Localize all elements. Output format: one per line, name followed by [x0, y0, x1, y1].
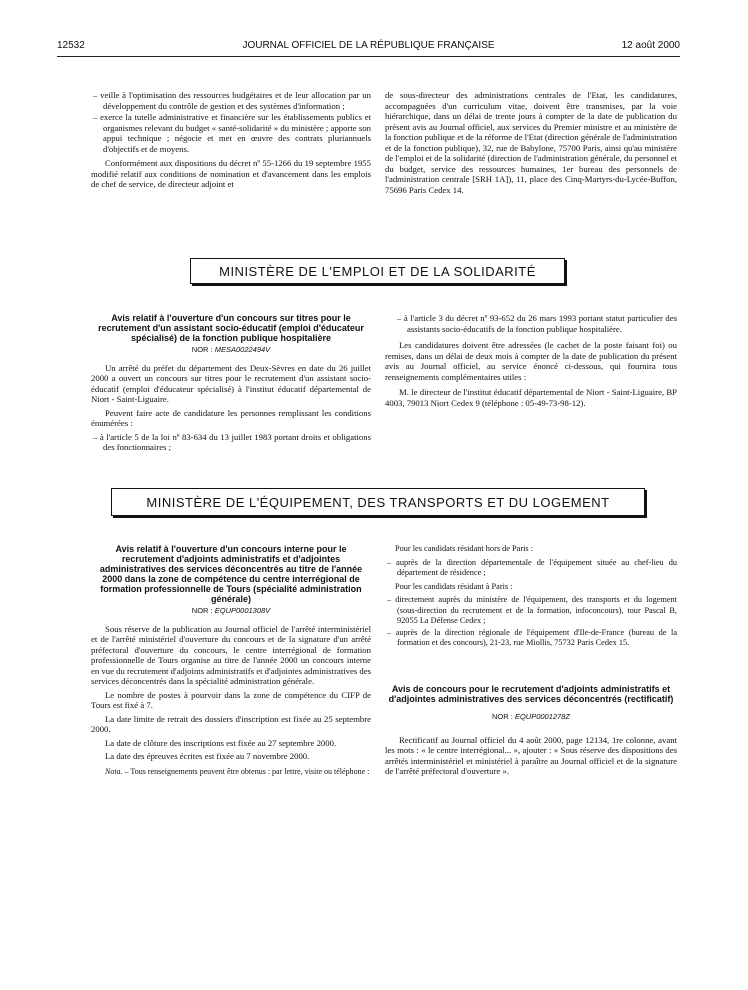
ministry-banner-emploi: [190, 258, 565, 284]
note: Nota. – Tous renseignements peuvent être obtenus : par lettre, visite ou téléphone :: [105, 766, 370, 776]
top-left-column: [91, 90, 371, 193]
notice-title: Avis relatif à l'ouverture d'un concours sur titres pour le recrutement d'un assistant socio-éducatif (emploi d'éducateur spécialisé) de la fonction publique hospitalière: [98, 313, 364, 343]
paragraph: La date limite de retrait des dossiers d'inscription est fixée au 25 septembre 2000.: [91, 713, 371, 734]
paragraph: Le nombre de postes à pourvoir dans la zone de compétence du CIFP de Tours est fixé à 7.: [91, 689, 371, 710]
issue-date: 12 août 2000: [621, 40, 680, 51]
list-item: – à l'article 3 du décret nº 93-652 du 26 mars 1993 portant statut particulier des assistants socio-éducatifs de la fonction publique hospitalière.: [397, 313, 677, 334]
ministry-title: MINISTÈRE DE L'EMPLOI ET DE LA SOLIDARITÉ: [219, 263, 536, 279]
list-item: – veille à l'optimisation des ressources budgétaires et de leur allocation par un développement du contrôle de gestion et des systèmes d'information ;: [93, 90, 371, 111]
notice-title: Avis de concours pour le recrutement d'adjoints administratifs et d'adjointes administratives des services déconcentrés (rectificatif): [388, 684, 674, 704]
ministry-title: MINISTÈRE DE L'ÉQUIPEMENT, DES TRANSPORTS ET DU LOGEMENT: [146, 494, 610, 510]
paragraph: M. le directeur de l'institut éducatif départemental de Niort - Saint-Liguaire, BP 4003, 79013 Niort Cedex 9 (téléphone : 05-49-73-98-12).: [385, 387, 677, 408]
nor-reference: NOR : EQUP0001308V: [191, 606, 271, 615]
section2-right-column: [385, 544, 677, 650]
list-item: – exerce la tutelle administrative et financière sur les établissements publics et organismes relevant du budget « santé-solidarité » du ministère ; apporte son appui technique ; négocie et met en œuvre des contrats pluriannuels d'objectifs et de moyens.: [93, 112, 371, 154]
notice-title: Avis relatif à l'ouverture d'un concours interne pour le recrutement d'adjoints administratifs et d'adjointes administratives des services déconcentrés au titre de l'année 2000 dans la zone de compétence du centre interrégional de formation professionnelle de Tours (spécialité administration générale): [99, 544, 363, 604]
list-item: – auprès de la direction régionale de l'équipement d'Ile-de-France (bureau de la formation et des concours), 21-23, rue Miollis, 75732 Paris Cedex 15.: [387, 627, 677, 647]
paragraph: La date des épreuves écrites est fixée au 7 novembre 2000.: [105, 751, 310, 761]
nor-reference: NOR : EQUP0001278Z: [492, 712, 570, 721]
section1-right-column: [385, 313, 677, 411]
section1-left-column: [91, 313, 371, 454]
page-header: [57, 40, 680, 56]
paragraph: Sous réserve de la publication au Journal officiel de l'arrêté interministériel et de l'arrêté ministériel d'ouverture du concours et de la signature d'un arrêté préfectoral d'ouverture du concours, le centre interrégional de formation professionnelle de Tours organise au titre de l'année 2000 un concours interne en vue du recrutement d'adjoints administratifs et d'adjointes administratives des services déconcentrés dans la spécialité administration générale.: [91, 623, 371, 686]
nor-reference: NOR : MESA0022494V: [191, 345, 271, 354]
journal-title: JOURNAL OFFICIEL DE LA RÉPUBLIQUE FRANÇAISE: [242, 40, 495, 51]
list-item: – auprès de la direction départementale de l'équipement située au chef-lieu du département de résidence ;: [387, 557, 677, 577]
list-item: – directement auprès du ministère de l'équipement, des transports et du logement (sous-direction du recrutement et de la formation, infoconcours), tour Pascal B, 92055 La Défense Cedex ;: [387, 595, 677, 625]
paragraph: Pour les candidats résidant hors de Paris :: [395, 544, 534, 553]
section3-column: [385, 684, 677, 780]
paragraph: Conformément aux dispositions du décret nº 55-1266 du 19 septembre 1955 modifié relatif aux conditions de nomination et d'avancement dans les emplois de chef de service, de directeur adjoint et: [91, 158, 371, 189]
ministry-banner-equipement: [111, 488, 645, 516]
header-rule: [57, 56, 680, 57]
paragraph: Pour les candidats résidant à Paris :: [395, 581, 513, 591]
paragraph: de sous-directeur des administrations centrales de l'Etat, les candidatures, accompagnées d'un curriculum vitae, doivent être transmises, par la voie hiérarchique, dans un délai de trente jours à compter de la date de publication du présent avis au Journal officiel, aux services du Premier ministre et au ministère de la fonction publique et de la réforme de l'Etat (direction générale de l'administration et de la fonction publique), 32, rue de Babylone, 75700 Paris, ainsi qu'au ministère de l'emploi et de la solidarité (direction de l'administration générale, du personnel et du budget, service des ressources humaines, 1er bureau des personnels de l'administration centrale [SRH 1A]), 11, place des Cinq-Martyrs-du-Lycée-Buffon, 75696 Paris Cedex 14.: [385, 90, 677, 195]
top-right-column: [385, 90, 677, 198]
paragraph: Un arrêté du préfet du département des Deux-Sèvres en date du 26 juillet 2000 a ouvert un concours sur titres pour le recrutement d'un assistant socio-éducatif (emploi d'éducateur spécialisé) à l'institut éducatif départemental de Niort - Saint-Liguaire.: [91, 362, 371, 404]
section2-left-column: [91, 544, 371, 780]
paragraph: Peuvent faire acte de candidature les personnes remplissant les conditions énumérées :: [91, 407, 371, 428]
paragraph: La date de clôture des inscriptions est fixée au 27 septembre 2000.: [105, 737, 337, 748]
paragraph: Rectificatif au Journal officiel du 4 août 2000, page 12134, 1re colonne, avant les mots : « le centre interrégional... », ajouter : « Sous réserve des dispositions des arrêtés interministériel et ministériel à paraître au Journal officiel et de la signature de l'arrêté préfectoral d'ouverture ».: [385, 734, 677, 776]
page-number: 12532: [57, 40, 85, 51]
paragraph: Les candidatures doivent être adressées (le cachet de la poste faisant foi) ou remises, dans un délai de deux mois à compter de la date de publication du présent avis au Journal officiel, au service énoncé ci-dessous, qui fournira tous renseignements complémentaires utiles :: [385, 340, 677, 382]
list-item: – à l'article 5 de la loi nº 83-634 du 13 juillet 1983 portant droits et obligations des fonctionnaires ;: [93, 431, 371, 452]
